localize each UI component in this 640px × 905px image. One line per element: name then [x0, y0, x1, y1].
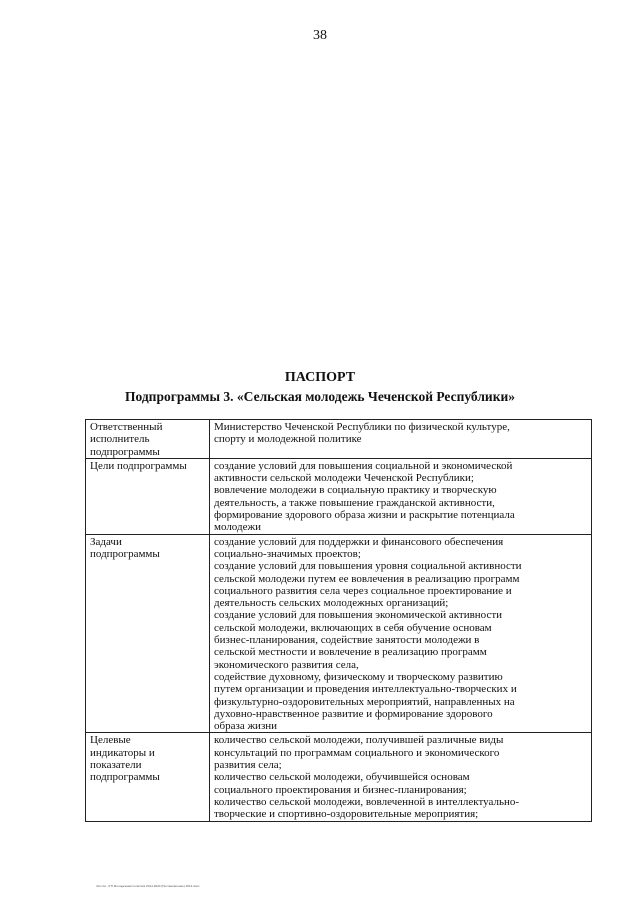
- label-line: Цели подпрограммы: [90, 459, 187, 472]
- row-content: [210, 458, 592, 534]
- content-line: создание условий для повышения социальной и экономической: [214, 459, 513, 472]
- content-line: создание условий для повышения уровня социальной активности: [214, 560, 522, 573]
- content-line: развития села;: [214, 759, 282, 772]
- label-line: подпрограммы: [90, 547, 160, 560]
- table-row: [86, 534, 592, 733]
- content-line: спорту и молодежной политике: [214, 433, 362, 446]
- content-line: создание условий для повышения экономической активности: [214, 609, 503, 622]
- row-label: [86, 420, 210, 459]
- content-line: количество сельской молодежи, обучившейся основам: [214, 771, 470, 784]
- content-line: Министерство Чеченской Республики по физической культуре,: [214, 421, 510, 433]
- content-line: физкультурно-оздоровительных мероприятий, направленных на: [214, 695, 515, 708]
- footer-file-path: \\srv-fs\...\ГП Молодежная политика 2014-2020 (Постановление) 2014.docx: [96, 884, 200, 888]
- table-row: [86, 733, 592, 821]
- table-row: [86, 420, 592, 459]
- row-content: [210, 420, 592, 459]
- content-line: образа жизни: [214, 720, 278, 733]
- content-line: активности сельской молодежи Чеченской Республики;: [214, 472, 474, 485]
- content-line: количество сельской молодежи, вовлеченной в интеллектуально-: [214, 795, 520, 808]
- content-line: деятельность, а также повышение гражданской активности,: [214, 496, 495, 509]
- content-line: социально-значимых проектов;: [214, 547, 361, 560]
- passport-table: [85, 419, 592, 822]
- content-line: количество сельской молодежи, получившей различные виды: [214, 734, 504, 747]
- table-row: [86, 458, 592, 534]
- passport-title: ПАСПОРТ: [284, 370, 356, 385]
- content-line: вовлечение молодежи в социальную практику и творческую: [214, 484, 497, 497]
- content-line: сельской молодежи, включающих в себя обучение основам: [214, 621, 492, 634]
- content-line: духовно-нравственное развитие и формирование здорового: [214, 707, 493, 720]
- label-line: показатели: [90, 759, 142, 772]
- content-line: деятельность сельских молодежных организаций;: [214, 597, 449, 610]
- row-label: [86, 458, 210, 534]
- content-line: путем организации и проведения интеллектуально-творческих и: [214, 683, 517, 696]
- row-label: [86, 733, 210, 821]
- label-line: подпрограммы: [90, 771, 160, 784]
- label-line: исполнитель: [90, 433, 150, 446]
- label-line: индикаторы и: [90, 746, 155, 759]
- content-line: консультаций по программам социального и экономического: [214, 746, 500, 759]
- label-line: подпрограммы: [90, 445, 160, 458]
- passport-subtitle: Подпрограммы 3. «Сельская молодежь Чеченской Республики»: [124, 389, 516, 404]
- content-line: бизнес-планирования, содействие занятости молодежи в: [214, 634, 480, 647]
- content-line: экономического развития села,: [214, 658, 359, 671]
- label-line: Целевые: [90, 734, 131, 747]
- content-line: социального развития села через социальное проектирование и: [214, 584, 512, 597]
- row-content: [210, 733, 592, 821]
- page-number: 38: [313, 28, 327, 43]
- content-line: сельской молодежи путем ее вовлечения в реализацию программ: [214, 572, 520, 585]
- content-line: молодежи: [214, 521, 261, 534]
- content-line: социального проектирования и бизнес-планирования;: [214, 783, 467, 796]
- content-line: создание условий для поддержки и финансового обеспечения: [214, 535, 504, 548]
- content-line: творческие и спортивно-оздоровительные мероприятия;: [214, 808, 479, 821]
- content-line: сельской местности и вовлечение в реализацию программ: [214, 646, 487, 659]
- label-line: Задачи: [90, 535, 122, 548]
- row-label: [86, 534, 210, 733]
- content-line: формирование здорового образа жизни и раскрытие потенциала: [214, 509, 515, 522]
- label-line: Ответственный: [90, 421, 163, 433]
- content-line: содействие духовному, физическому и творческому развитию: [214, 670, 503, 683]
- row-content: [210, 534, 592, 733]
